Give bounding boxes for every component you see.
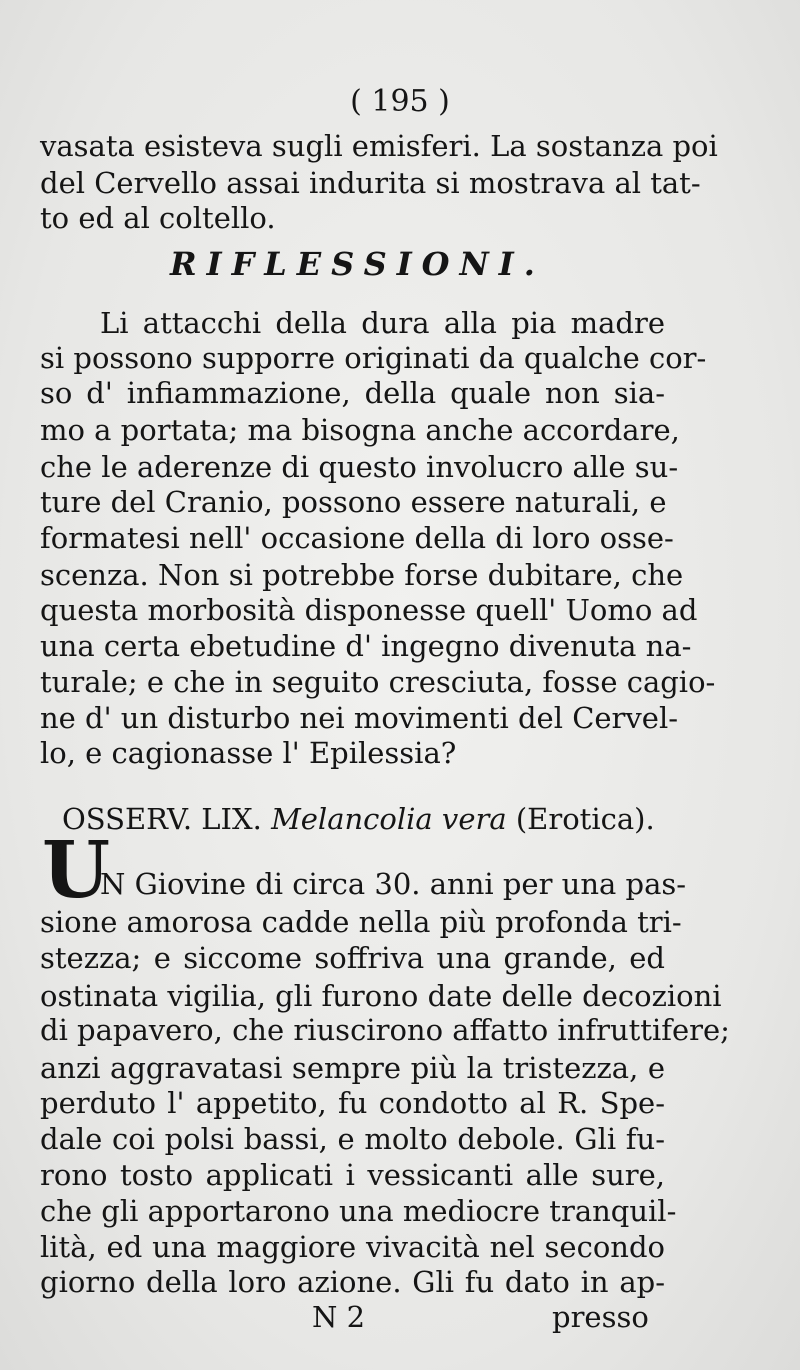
text-line: ture del Cranio, possono essere naturali, e	[40, 485, 667, 519]
page-number: ( 195 )	[350, 84, 450, 119]
observation-number: OSSERV. LIX.	[62, 802, 262, 836]
text-line: questa morbosità disponesse quell' Uomo ad	[40, 593, 698, 627]
text-line: scenza. Non si potrebbe forse dubitare, che	[40, 558, 684, 592]
text-line: ne d' un disturbo nei movimenti del Cervel-	[40, 701, 679, 735]
text-line: rono tosto applicati i vessicanti alle sure,	[40, 1158, 665, 1192]
text-line: lo, e cagionasse l' Epilessia?	[40, 736, 457, 770]
text-line: dale coi polsi bassi, e molto debole. Gli fu-	[40, 1122, 665, 1156]
text-line: formatesi nell' occasione della di loro osse-	[40, 521, 674, 555]
observation-name: Melancolia vera	[271, 802, 507, 836]
text-line: di papavero, che riuscirono affatto infruttifere;	[40, 1013, 730, 1047]
observation-qualifier: (Erotica).	[515, 802, 655, 836]
text-line: sione amorosa cadde nella più profonda tri-	[40, 905, 682, 939]
text-line: to ed al coltello.	[40, 201, 276, 235]
signature-mark: N 2	[312, 1300, 366, 1334]
section-heading: RIFLESSIONI.	[170, 245, 545, 283]
catchword: presso	[552, 1300, 649, 1334]
text-line: che le aderenze di questo involucro alle su-	[40, 450, 679, 484]
drop-cap: U	[42, 825, 111, 916]
observation-title	[62, 802, 655, 836]
text-line: turale; e che in seguito cresciuta, fosse cagio-	[40, 665, 716, 699]
text-line: vasata esisteva sugli emisferi. La sostanza poi	[40, 129, 718, 163]
text-line: giorno della loro azione. Gli fu dato in ap-	[40, 1265, 665, 1299]
text-line: lità, ed una maggiore vivacità nel secondo	[40, 1230, 665, 1264]
text-line: perduto l' appetito, fu condotto al R. Spe-	[40, 1086, 665, 1120]
text-line: stezza; e siccome soffriva una grande, ed	[40, 941, 665, 975]
text-line: Li attacchi della dura alla pia madre	[100, 306, 665, 340]
text-line: una certa ebetudine d' ingegno divenuta na-	[40, 629, 692, 663]
text-line: si possono supporre originati da qualche cor-	[40, 341, 707, 375]
text-line: anzi aggravatasi sempre più la tristezza, e	[40, 1051, 665, 1085]
text-line: del Cervello assai indurita si mostrava al tat-	[40, 166, 701, 200]
text-line: mo a portata; ma bisogna anche accordare,	[40, 413, 680, 447]
text-line: che gli apportarono una mediocre tranquil-	[40, 1194, 677, 1228]
text-line: so d' infiammazione, della quale non sia-	[40, 376, 665, 410]
text-line: N Giovine di circa 30. anni per una pas-	[100, 867, 687, 901]
text-line: ostinata vigilia, gli furono date delle decozioni	[40, 979, 722, 1013]
